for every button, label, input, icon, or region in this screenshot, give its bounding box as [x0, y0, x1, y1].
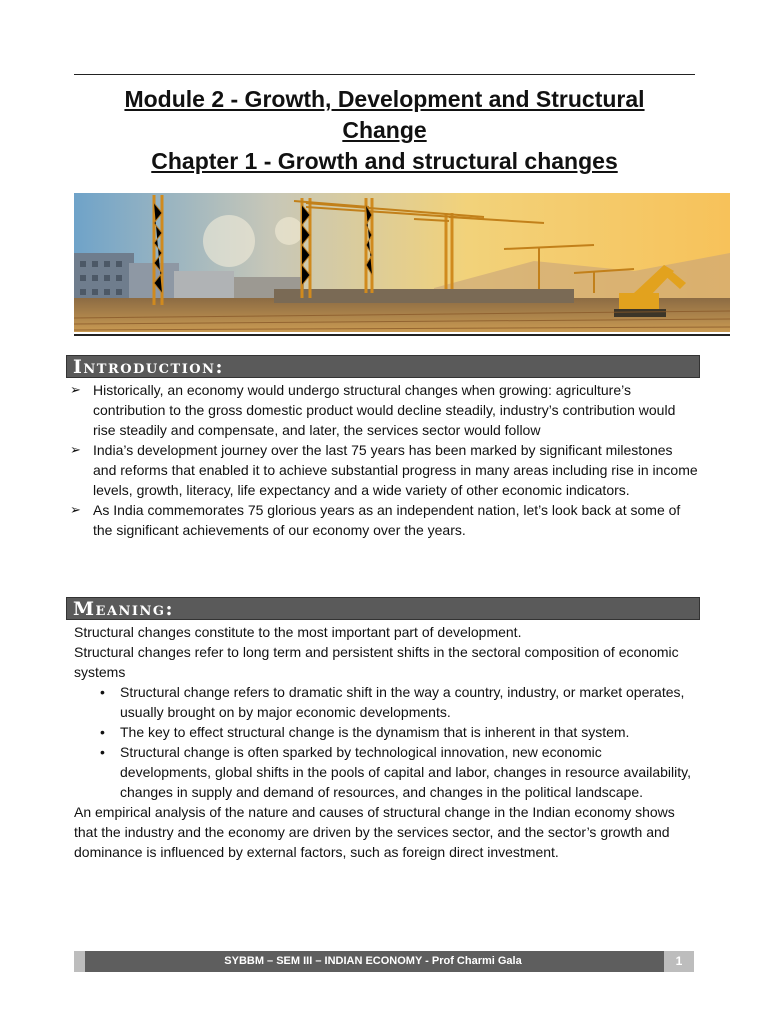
- list-item: • The key to effect structural change is the dynamism that is inherent in that system.: [100, 724, 630, 740]
- page-number: 1: [664, 951, 694, 972]
- arrow-bullet-icon: ➢: [70, 382, 81, 397]
- bullet-dot-icon: •: [100, 744, 105, 760]
- meaning-para-3: An empirical analysis of the nature and causes of structural change in the Indian economy shows that the industry and the economy are driven by the services sector, and the sector’s growth and dominance is influenced by external factors, such as foreign direct investment.: [74, 804, 675, 860]
- introduction-heading: Introduction:: [66, 355, 700, 378]
- bullet-dot-icon: •: [100, 684, 105, 700]
- arrow-bullet-icon: ➢: [70, 442, 81, 457]
- construction-illustration: [74, 193, 730, 332]
- top-rule: [74, 74, 695, 75]
- meaning-para-1: Structural changes constitute to the most important part of development.: [74, 624, 522, 640]
- bullet-dot-icon: •: [100, 724, 105, 740]
- title-line-3: Chapter 1 - Growth and structural changes: [151, 148, 618, 174]
- footer-text: SYBBM – SEM III – INDIAN ECONOMY - Prof Charmi Gala: [224, 955, 522, 967]
- meaning-section: [74, 622, 694, 862]
- arrow-bullet-icon: ➢: [70, 502, 81, 517]
- list-item: ➢ As India commemorates 75 glorious years as an independent nation, let’s look back at some of the significant achievements of our economy over the years.: [70, 502, 681, 538]
- meaning-heading: Meaning:: [66, 597, 700, 620]
- list-item: ➢ Historically, an economy would undergo structural changes when growing: agriculture’s contribution to the gross domestic product would decline steadily, industry’s contribution would rise steadily and compensate, and later, the services sector would follow: [70, 382, 676, 438]
- page-title: [74, 84, 695, 177]
- list-item: ➢ India’s development journey over the last 75 years has been marked by significant milestones and reforms that enabled it to achieve substantial progress in many areas including rise in income levels, growth, literacy, life expectancy and a wide variety of other economic indicators.: [70, 442, 698, 498]
- title-line-1: Module 2 - Growth, Development and Structural: [124, 86, 645, 112]
- meaning-para-2: Structural changes refer to long term and persistent shifts in the sectoral composition of economic systems: [74, 644, 679, 680]
- title-line-2: Change: [342, 117, 427, 143]
- list-item: • Structural change refers to dramatic shift in the way a country, industry, or market operates, usually brought on by major economic developments.: [100, 684, 685, 720]
- page-footer: [74, 951, 694, 972]
- footer-left-strip: [74, 951, 85, 972]
- meaning-bullets: [74, 682, 694, 802]
- construction-site-image: [74, 193, 730, 336]
- list-item: • Structural change is often sparked by technological innovation, new economic developments, global shifts in the pools of capital and labor, changes in resource availability, changes in supply and demand of resources, and changes in the political landscape.: [100, 744, 691, 800]
- introduction-list: [70, 380, 698, 540]
